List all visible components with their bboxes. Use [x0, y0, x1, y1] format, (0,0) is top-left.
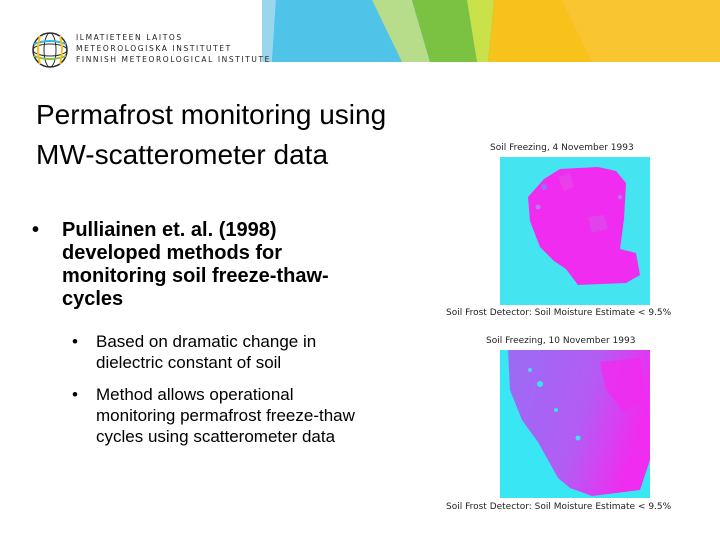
sub-bullet-line: monitoring permafrost freeze-thaw	[96, 406, 355, 425]
bullet-dot: •	[32, 219, 40, 241]
soil-freezing-map-2	[500, 350, 650, 498]
figure-title: Soil Freezing, 10 November 1993	[486, 336, 636, 346]
slide-title-line-2: MW-scatterometer data	[36, 139, 329, 170]
sub-bullet	[72, 331, 412, 373]
slide-title	[36, 95, 456, 175]
bullet-dot: •	[72, 385, 78, 404]
figure-title: Soil Freezing, 4 November 1993	[490, 143, 634, 153]
sub-bullet-line: Method allows operational	[96, 385, 294, 404]
header-color-band	[262, 0, 720, 62]
fmi-logo	[30, 30, 70, 70]
sub-bullet-line: Based on dramatic change in	[96, 332, 317, 351]
institute-name	[76, 32, 271, 65]
slide-title-line-1: Permafrost monitoring using	[36, 99, 387, 130]
sub-bullet-line: dielectric constant of soil	[96, 353, 282, 372]
figure-caption: Soil Frost Detector: Soil Moisture Estimate < 9.5%	[446, 502, 672, 512]
bullet-line: developed methods for	[62, 242, 283, 264]
institute-name-en: FINNISH METEOROLOGICAL INSTITUTE	[76, 55, 272, 64]
figure-caption: Soil Frost Detector: Soil Moisture Estimate < 9.5%	[446, 308, 672, 318]
bullet-line: cycles	[62, 288, 124, 310]
sub-bullet	[72, 384, 412, 447]
soil-freezing-map-1	[500, 157, 650, 305]
institute-name-sv: METEOROLOGISKA INSTITUTET	[76, 44, 232, 53]
main-bullet	[32, 219, 392, 311]
bullet-dot: •	[72, 332, 78, 351]
institute-name-fi: ILMATIETEEN LAITOS	[76, 33, 183, 42]
sub-bullet-line: cycles using scatterometer data	[96, 427, 336, 446]
bullet-line: monitoring soil freeze-thaw-	[62, 265, 329, 287]
bullet-line: Pulliainen et. al. (1998)	[62, 219, 277, 241]
